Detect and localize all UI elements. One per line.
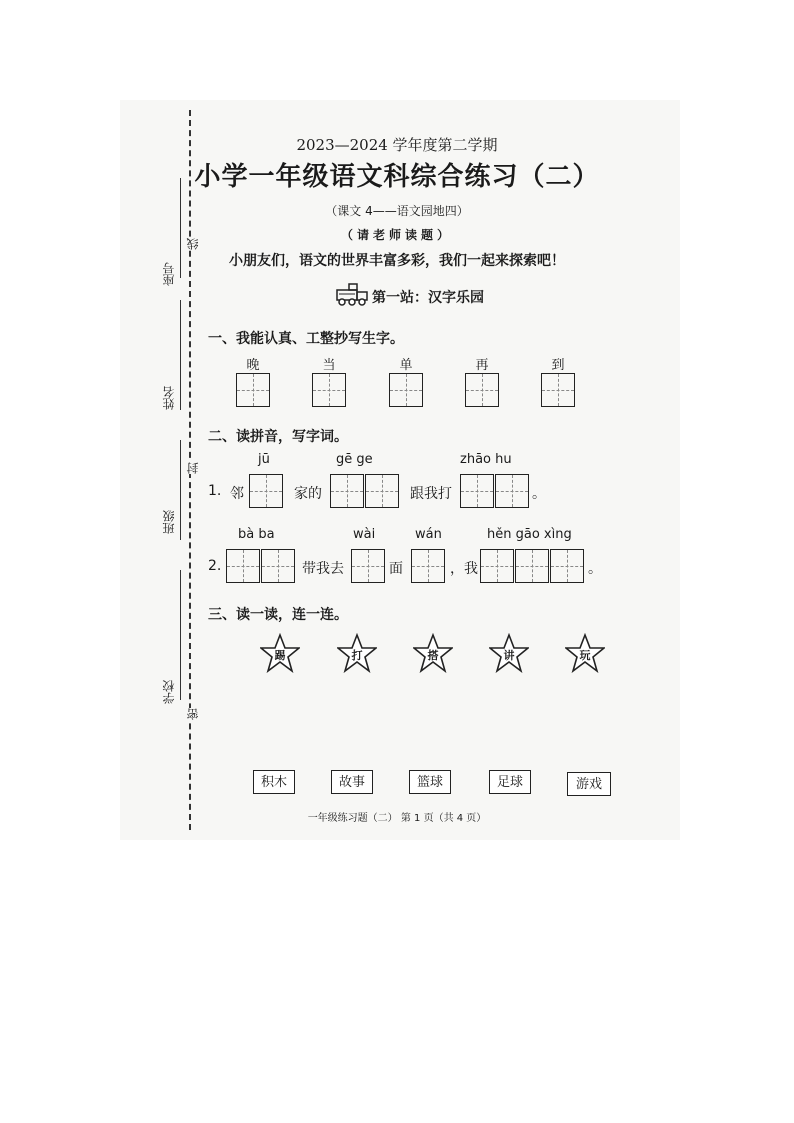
writing-grid[interactable] [411,549,445,583]
noun-box[interactable]: 积木 [253,770,295,794]
writing-grid[interactable] [236,373,270,407]
margin-char-feng: 封 [186,462,200,474]
verb-star[interactable] [565,633,605,673]
train-icon [335,282,369,306]
section1-title: 一、我能认真、工整抄写生字。 [208,331,404,347]
writing-grid[interactable] [312,373,346,407]
star-verb: 踢 [274,649,286,662]
copy-char-2: 当 [322,358,336,373]
question-number: 1. [208,483,222,499]
writing-grid[interactable] [261,549,295,583]
name-blank [180,300,181,410]
class-blank [180,440,181,540]
writing-grid[interactable] [550,549,584,583]
sentence-text: 邻 [230,486,244,502]
class-label: 班级 [162,510,176,534]
writing-grid[interactable] [465,373,499,407]
verb-star[interactable] [413,633,453,673]
sentence-end: 。 [588,561,602,577]
section2-title: 二、读拼音，写字词。 [208,429,348,445]
sentence-end: 。 [532,486,546,502]
verb-star[interactable] [489,633,529,673]
station-title: 第一站：汉字乐园 [372,290,484,306]
school-blank [180,570,181,700]
writing-grid[interactable] [495,474,529,508]
pinyin-ju: jū [258,452,270,467]
margin-char-mi: 密 [186,708,200,720]
writing-grid[interactable] [226,549,260,583]
question-number: 2. [208,558,222,574]
name-label: 姓名 [162,386,176,410]
margin-char-xian: 线 [186,238,200,250]
verb-star[interactable] [337,633,377,673]
seat-label: 座号 [162,262,176,286]
star-verb: 讲 [503,649,515,662]
pinyin-hengaoxing: hěn gāo xìng [487,527,572,542]
verb-star[interactable] [260,633,300,673]
star-verb: 打 [351,649,363,662]
sentence-text: 跟我打 [410,486,452,502]
noun-box[interactable]: 游戏 [567,772,611,796]
school-year: 2023—2024 学年度第二学期 [296,136,498,154]
section3-title: 三、读一读，连一连。 [208,607,348,623]
sentence-text: 家的 [294,486,322,502]
writing-grid[interactable] [330,474,364,508]
copy-char-5: 到 [551,358,565,373]
star-verb: 搭 [427,649,439,662]
copy-char-3: 单 [399,358,413,373]
noun-box[interactable]: 足球 [489,770,531,794]
sentence-text: ，我 [450,561,478,577]
noun-box[interactable]: 故事 [331,770,373,794]
page-title: 小学一年级语文科综合练习（二） [194,162,600,192]
pinyin-wan: wán [415,527,442,542]
pinyin-baba: bà ba [238,527,275,542]
copy-char-1: 晚 [246,358,260,373]
writing-grid[interactable] [249,474,283,508]
teacher-note: （请老师读题） [340,228,453,242]
pinyin-zhaohu: zhāo hu [460,452,512,467]
school-label: 学校 [162,680,176,704]
pinyin-wai: wài [353,527,376,542]
copy-char-4: 再 [475,358,489,373]
star-verb: 玩 [579,649,591,662]
lesson-range: （课文 4——语文园地四） [325,204,469,218]
writing-grid[interactable] [351,549,385,583]
writing-grid[interactable] [389,373,423,407]
sentence-text: 面 [389,561,403,577]
writing-grid[interactable] [460,474,494,508]
writing-grid[interactable] [365,474,399,508]
writing-grid[interactable] [541,373,575,407]
noun-box[interactable]: 篮球 [409,770,451,794]
writing-grid[interactable] [480,549,514,583]
page-footer: 一年级练习题（二） 第 1 页（共 4 页） [307,813,487,824]
writing-grid[interactable] [515,549,549,583]
intro-text: 小朋友们，语文的世界丰富多彩，我们一起来探索吧！ [229,253,565,269]
pinyin-gege: gē ge [336,452,373,467]
sentence-text: 带我去 [302,561,344,577]
